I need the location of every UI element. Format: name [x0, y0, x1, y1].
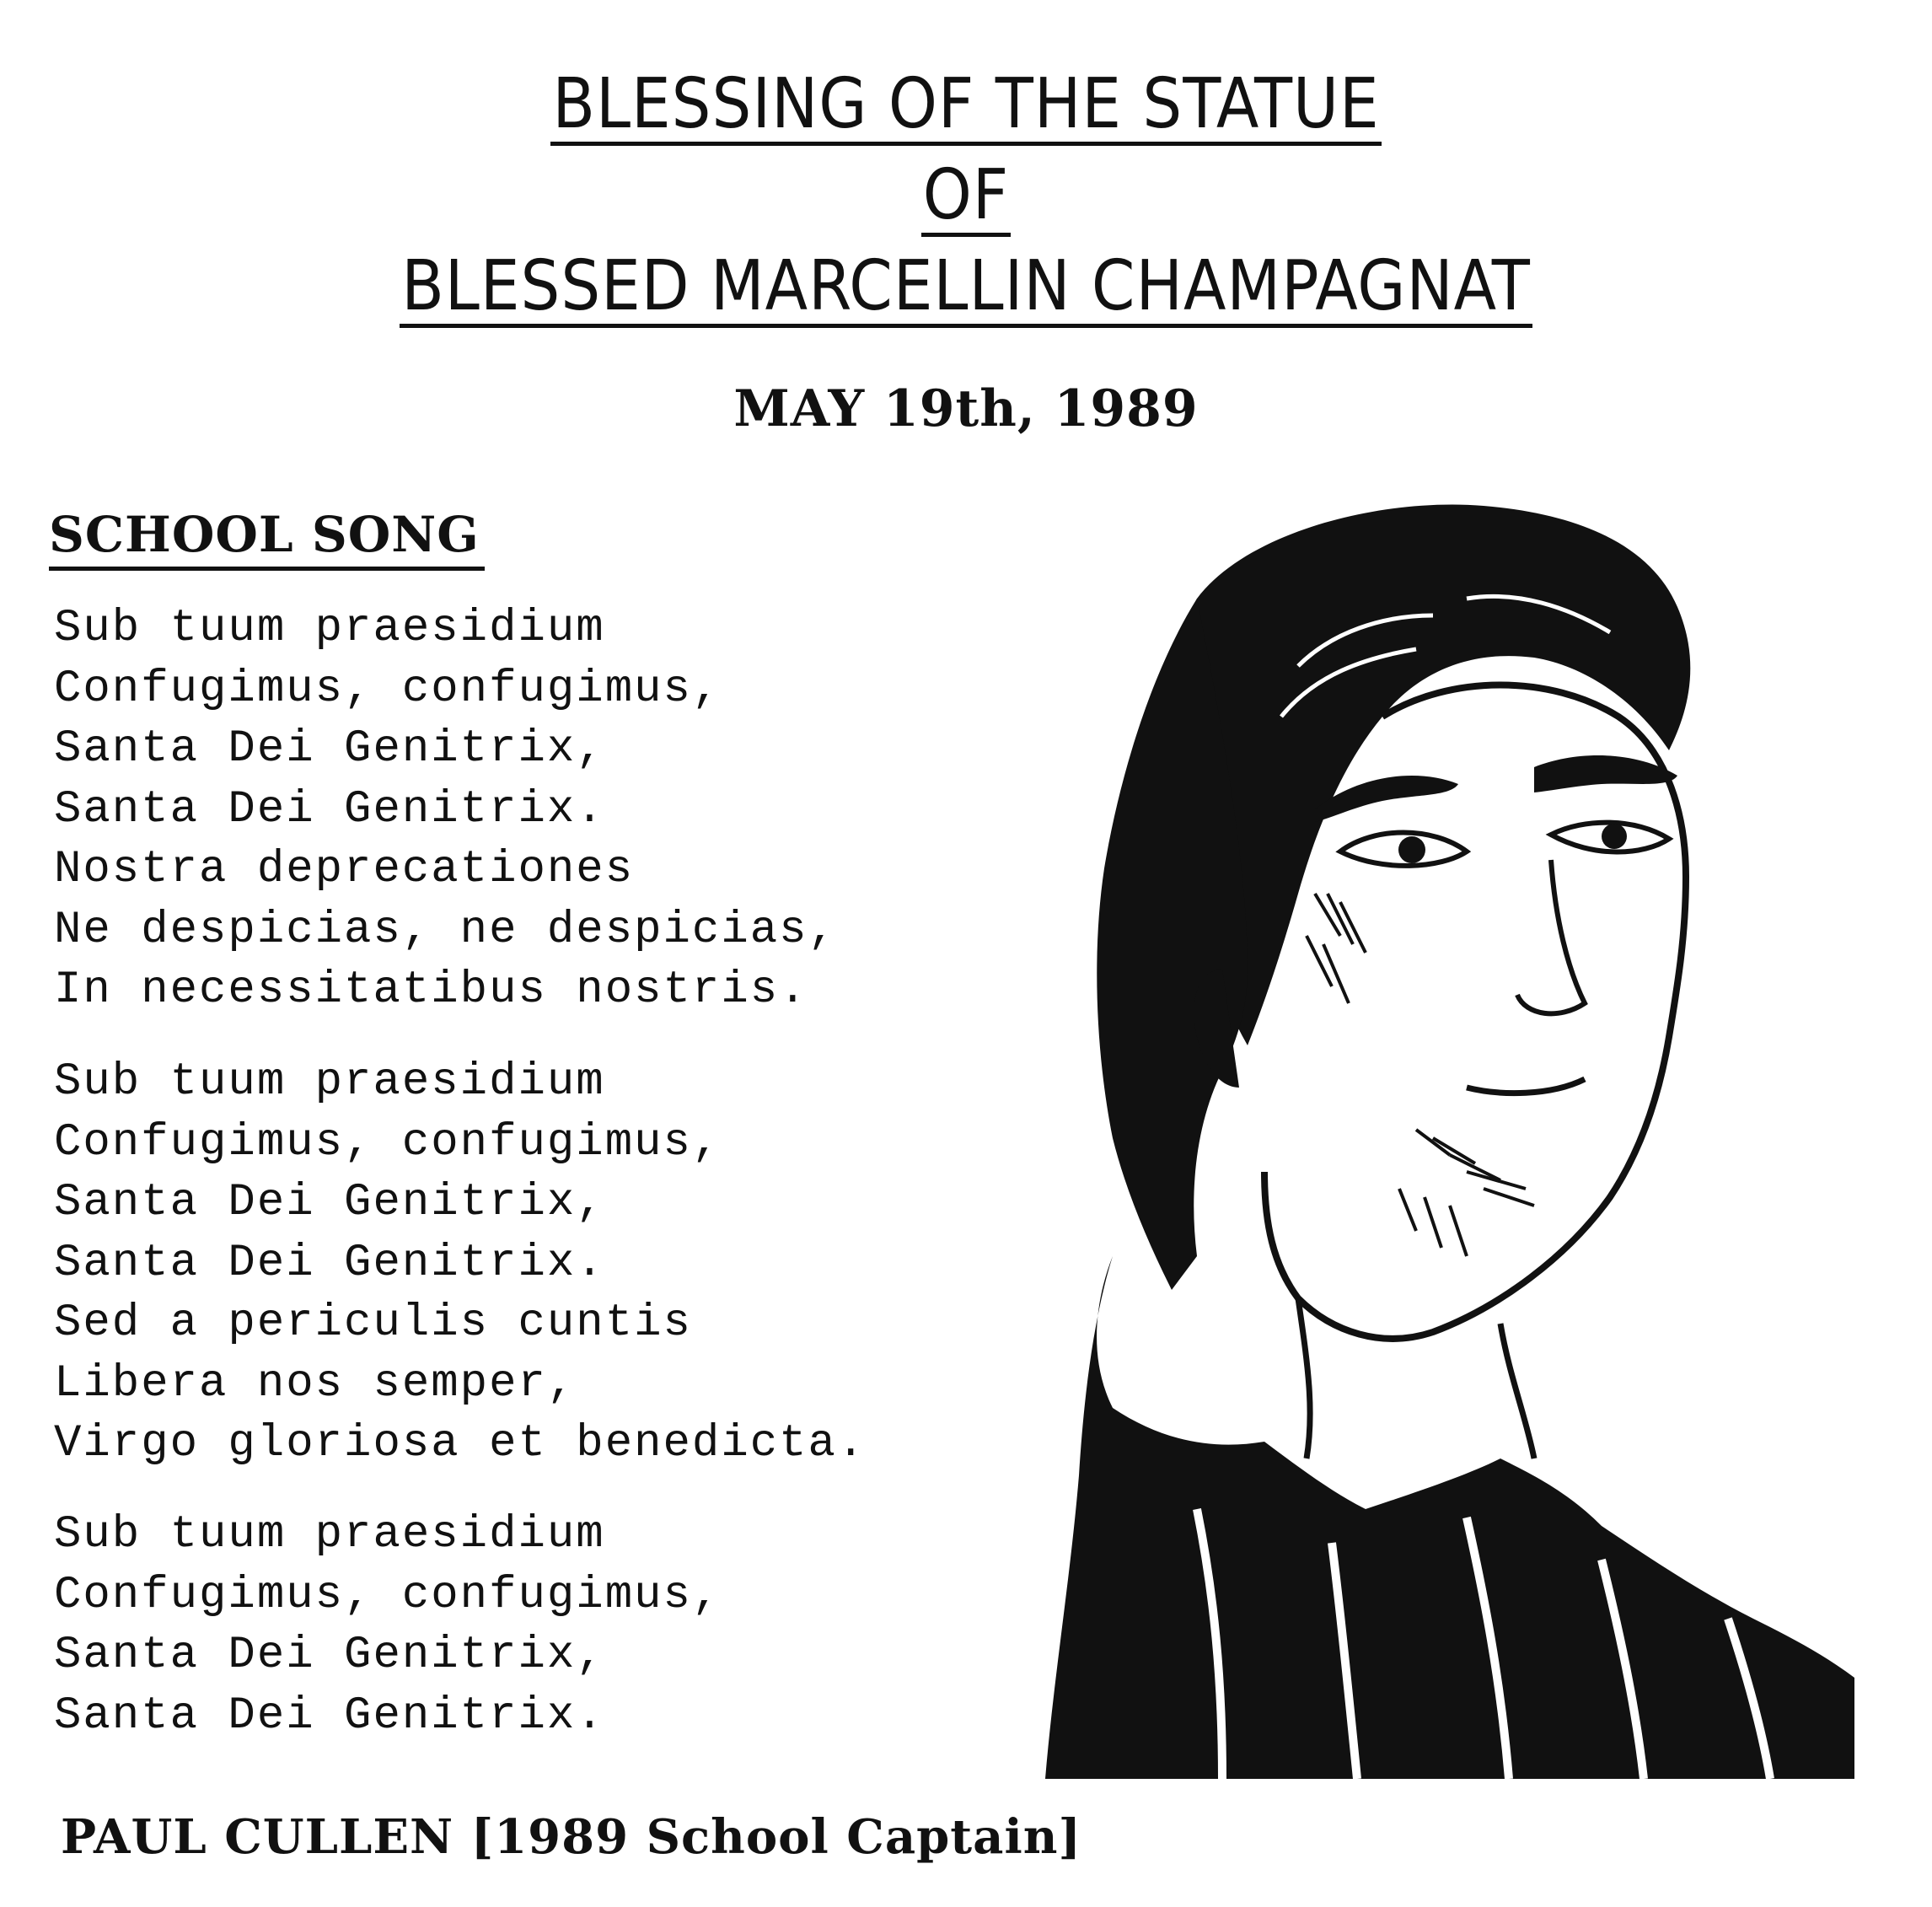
- title-text-1: BLESSING OF THE STATUE: [552, 64, 1380, 144]
- title-line-3: [0, 241, 1932, 332]
- verse-line: Sub tuum praesidium: [54, 1056, 605, 1108]
- verse-line: Virgo gloriosa et benedicta.: [54, 1418, 867, 1469]
- title-text-3: BLESSED MARCELLIN CHAMPAGNAT: [401, 246, 1531, 326]
- verse-line: Ne despicias, ne despicias,: [54, 904, 837, 956]
- portrait-illustration-icon: [944, 497, 1888, 1779]
- verse-line: Nostra deprecationes: [54, 844, 635, 895]
- event-date: MAY 19th, 1989: [733, 379, 1199, 438]
- title-line-1: [0, 59, 1932, 150]
- verse-line: Santa Dei Genitrix.: [54, 783, 605, 835]
- verse-line: Santa Dei Genitrix,: [54, 1177, 605, 1228]
- verse-3: [54, 1505, 721, 1746]
- verse-line: Confugimus, confugimus,: [54, 663, 722, 715]
- verse-line: Sub tuum praesidium: [54, 603, 605, 654]
- title-line-2: [0, 150, 1932, 241]
- verse-line: Sub tuum praesidium: [54, 1509, 605, 1561]
- title-text-2: OF: [922, 155, 1010, 235]
- verse-line: In necessitatibus nostris.: [54, 964, 808, 1016]
- verse-line: Confugimus, confugimus,: [54, 1569, 722, 1621]
- verse-line: Santa Dei Genitrix.: [54, 1237, 605, 1289]
- verse-line: Libera nos semper,: [54, 1357, 577, 1410]
- verse-line: Santa Dei Genitrix,: [54, 723, 605, 775]
- verse-line: Sed a periculis cuntis: [54, 1297, 692, 1349]
- verse-line: Santa Dei Genitrix,: [54, 1630, 605, 1681]
- verse-1: [54, 599, 837, 1021]
- verse-2: [54, 1052, 866, 1475]
- song-heading: SCHOOL SONG: [49, 502, 485, 571]
- title-block: [0, 59, 1932, 332]
- footer-credit: PAUL CULLEN [1989 School Captain]: [61, 1809, 1081, 1865]
- verse-line: Santa Dei Genitrix.: [54, 1689, 605, 1742]
- verse-line: Confugimus, confugimus,: [54, 1116, 722, 1168]
